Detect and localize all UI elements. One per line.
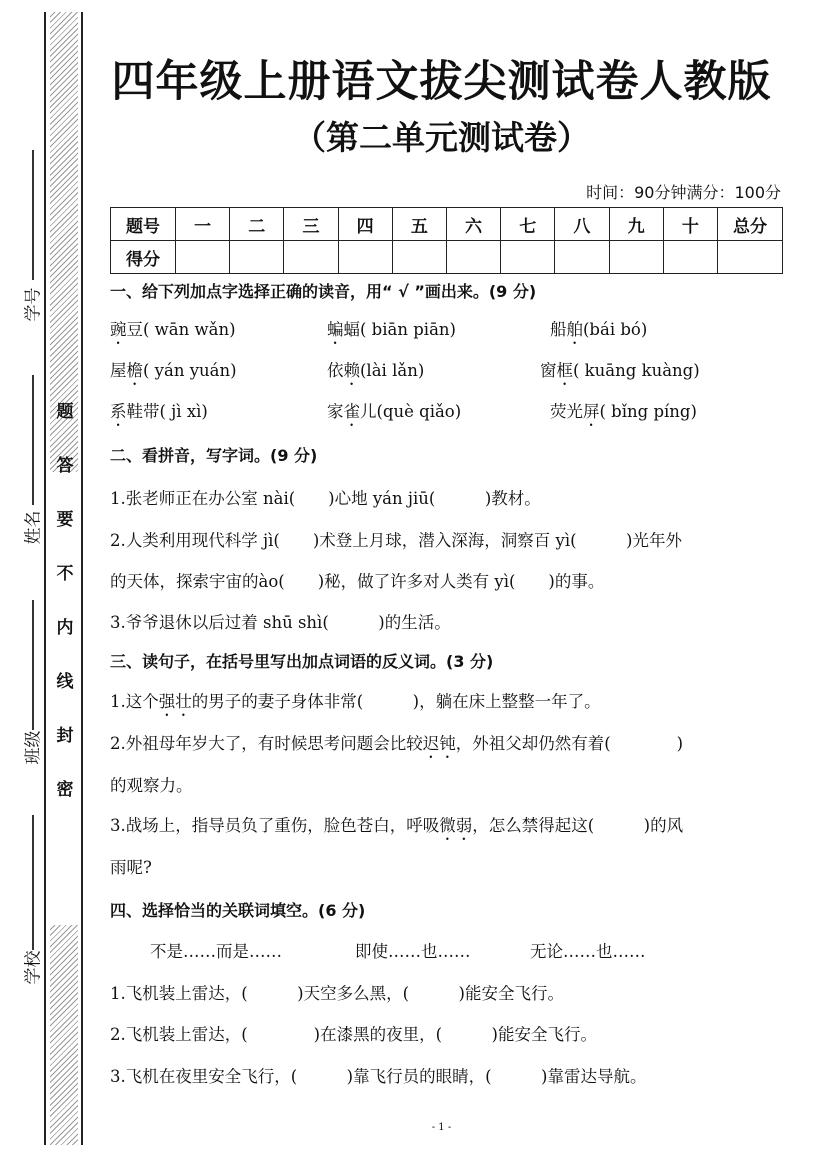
notice-char: 线 (56, 672, 74, 692)
dotted-char: 蝙 (327, 320, 344, 339)
text-segment: 家 (327, 402, 344, 421)
dotted-word: 迟钝 (422, 734, 456, 753)
time-info: 时间：90分钟满分：100分 (586, 183, 781, 202)
s1-item (110, 398, 208, 430)
notice-char: 内 (56, 618, 74, 638)
notice-char: 题 (56, 402, 74, 422)
notice-char: 要 (56, 510, 74, 530)
dotted-char: 系 (110, 402, 127, 421)
s2-line: 1.张老师正在办公室 nài( )心地 yán jiū( )教材。 (110, 489, 541, 508)
s1-item (110, 316, 236, 348)
score-cell[interactable] (609, 241, 663, 274)
dotted-char: 雀 (343, 402, 360, 421)
student-id-line[interactable] (32, 150, 34, 280)
conjunction-option: 无论……也…… (530, 942, 646, 961)
section-1-heading: 一、给下列加点字选择正确的读音，用“ √ ”画出来。(9 分) (110, 282, 537, 301)
s1-item (550, 316, 647, 348)
conjunction-option: 即使……也…… (355, 942, 471, 961)
text-segment: 荧光 (550, 402, 583, 421)
name-label: 姓名 (23, 510, 44, 545)
page-title: 四年级上册语文拔尖测试卷人教版 (111, 57, 772, 107)
s4-line: 3.飞机在夜里安全飞行，( )靠飞行员的眼睛，( )靠雷达导航。 (110, 1067, 647, 1086)
s3-line (110, 730, 683, 762)
dotted-word: 强壮 (158, 692, 192, 711)
score-row (111, 241, 783, 274)
class-label: 班级 (23, 730, 44, 765)
header-cell: 八 (555, 208, 609, 241)
text-segment: 儿(què qiǎo) (360, 402, 462, 421)
s2-line: 的天体，探索宇宙的ào( )秘，做了许多对人类有 yì( )的事。 (110, 572, 605, 591)
s3-line (110, 688, 601, 720)
s3-line: 的观察力。 (110, 776, 193, 795)
text-segment: 2.外祖母年岁大了，有时候思考问题会比较 (110, 734, 423, 753)
notice-char: 答 (56, 456, 74, 476)
text-segment: 3.战场上，指导员负了重伤，脸色苍白，呼吸 (110, 816, 440, 835)
section-3-heading: 三、读句子，在括号里写出加点词语的反义词。(3 分) (110, 652, 494, 671)
s1-item (327, 357, 424, 389)
section-4-heading: 四、选择恰当的关联词填空。(6 分) (110, 901, 366, 920)
header-cell: 三 (284, 208, 338, 241)
dotted-char: 舶 (566, 320, 583, 339)
score-cell[interactable] (501, 241, 555, 274)
notice-char: 密 (56, 780, 74, 800)
name-line[interactable] (32, 375, 34, 505)
dotted-char: 框 (556, 361, 573, 380)
dotted-char: 屏 (583, 402, 600, 421)
text-segment: (lài lǎn) (360, 361, 425, 380)
dotted-char: 檐 (126, 361, 143, 380)
binding-line-right (81, 12, 83, 1145)
header-cell: 一 (176, 208, 230, 241)
text-segment: 豆( wān wǎn) (126, 320, 236, 339)
score-cell[interactable] (555, 241, 609, 274)
text-segment: 的男子的妻子身体非常( )，躺在床上整整一年了。 (191, 692, 601, 711)
text-segment: ，怎么禁得起这( )的风 (472, 816, 684, 835)
s1-item (110, 357, 237, 389)
conjunction-option: 不是……而是…… (150, 942, 282, 961)
text-segment: 船 (550, 320, 567, 339)
s1-item (540, 357, 700, 389)
text-segment: 屋 (110, 361, 127, 380)
s1-item (550, 398, 697, 430)
text-segment: 1.这个 (110, 692, 159, 711)
s1-item (327, 316, 456, 348)
page-number: - 1 - (431, 1122, 452, 1133)
s2-line: 2.人类利用现代科学 jì( )术登上月球，潜入深海，洞察百 yì( )光年外 (110, 531, 682, 550)
dotted-char: 赖 (343, 361, 360, 380)
student-id-label: 学号 (23, 287, 44, 322)
school-label: 学校 (23, 950, 44, 985)
header-cell: 九 (609, 208, 663, 241)
header-cell: 总分 (718, 208, 783, 241)
text-segment: ( yán yuán) (143, 361, 237, 380)
dotted-char: 豌 (110, 320, 127, 339)
header-cell: 五 (392, 208, 446, 241)
score-cell[interactable] (446, 241, 500, 274)
score-cell[interactable] (176, 241, 230, 274)
dotted-word: 微弱 (439, 816, 473, 835)
s1-item (327, 398, 461, 430)
score-cell[interactable] (230, 241, 284, 274)
score-cell[interactable] (718, 241, 783, 274)
text-segment: ，外祖父却仍然有着( ) (455, 734, 684, 753)
score-table (110, 207, 783, 274)
header-cell: 十 (663, 208, 717, 241)
score-cell[interactable] (663, 241, 717, 274)
header-cell: 六 (446, 208, 500, 241)
text-segment: 蝠( biān piān) (343, 320, 456, 339)
score-cell[interactable] (338, 241, 392, 274)
text-segment: (bái bó) (583, 320, 648, 339)
notice-char: 封 (56, 726, 74, 746)
score-cell[interactable] (284, 241, 338, 274)
s3-line (110, 812, 683, 844)
s3-line: 雨呢? (110, 858, 152, 877)
header-cell: 二 (230, 208, 284, 241)
class-line[interactable] (32, 600, 34, 730)
text-segment: 窗 (540, 361, 557, 380)
score-cell[interactable] (392, 241, 446, 274)
seal-notice (55, 385, 75, 817)
header-cell: 七 (501, 208, 555, 241)
section-2-heading: 二、看拼音，写字词。(9 分) (110, 446, 318, 465)
header-cell: 四 (338, 208, 392, 241)
page-subtitle: （第二单元测试卷） (293, 118, 590, 157)
text-segment: ( bǐng píng) (599, 402, 697, 421)
school-line[interactable] (32, 815, 34, 950)
notice-char: 不 (56, 564, 74, 584)
hatch-bottom (50, 925, 78, 1145)
score-row-label: 得分 (111, 241, 176, 274)
score-table-header (111, 208, 783, 241)
binding-line-left (44, 12, 46, 1145)
s4-line: 1.飞机装上雷达，( )天空多么黑，( )能安全飞行。 (110, 984, 564, 1003)
s2-line: 3.爷爷退休以后过着 shū shì( )的生活。 (110, 613, 451, 632)
text-segment: ( kuāng kuàng) (573, 361, 700, 380)
s4-line: 2.飞机装上雷达，( )在漆黑的夜里，( )能安全飞行。 (110, 1025, 597, 1044)
text-segment: 依 (327, 361, 344, 380)
text-segment: 鞋带( jì xì) (126, 402, 208, 421)
header-cell: 题号 (111, 208, 176, 241)
